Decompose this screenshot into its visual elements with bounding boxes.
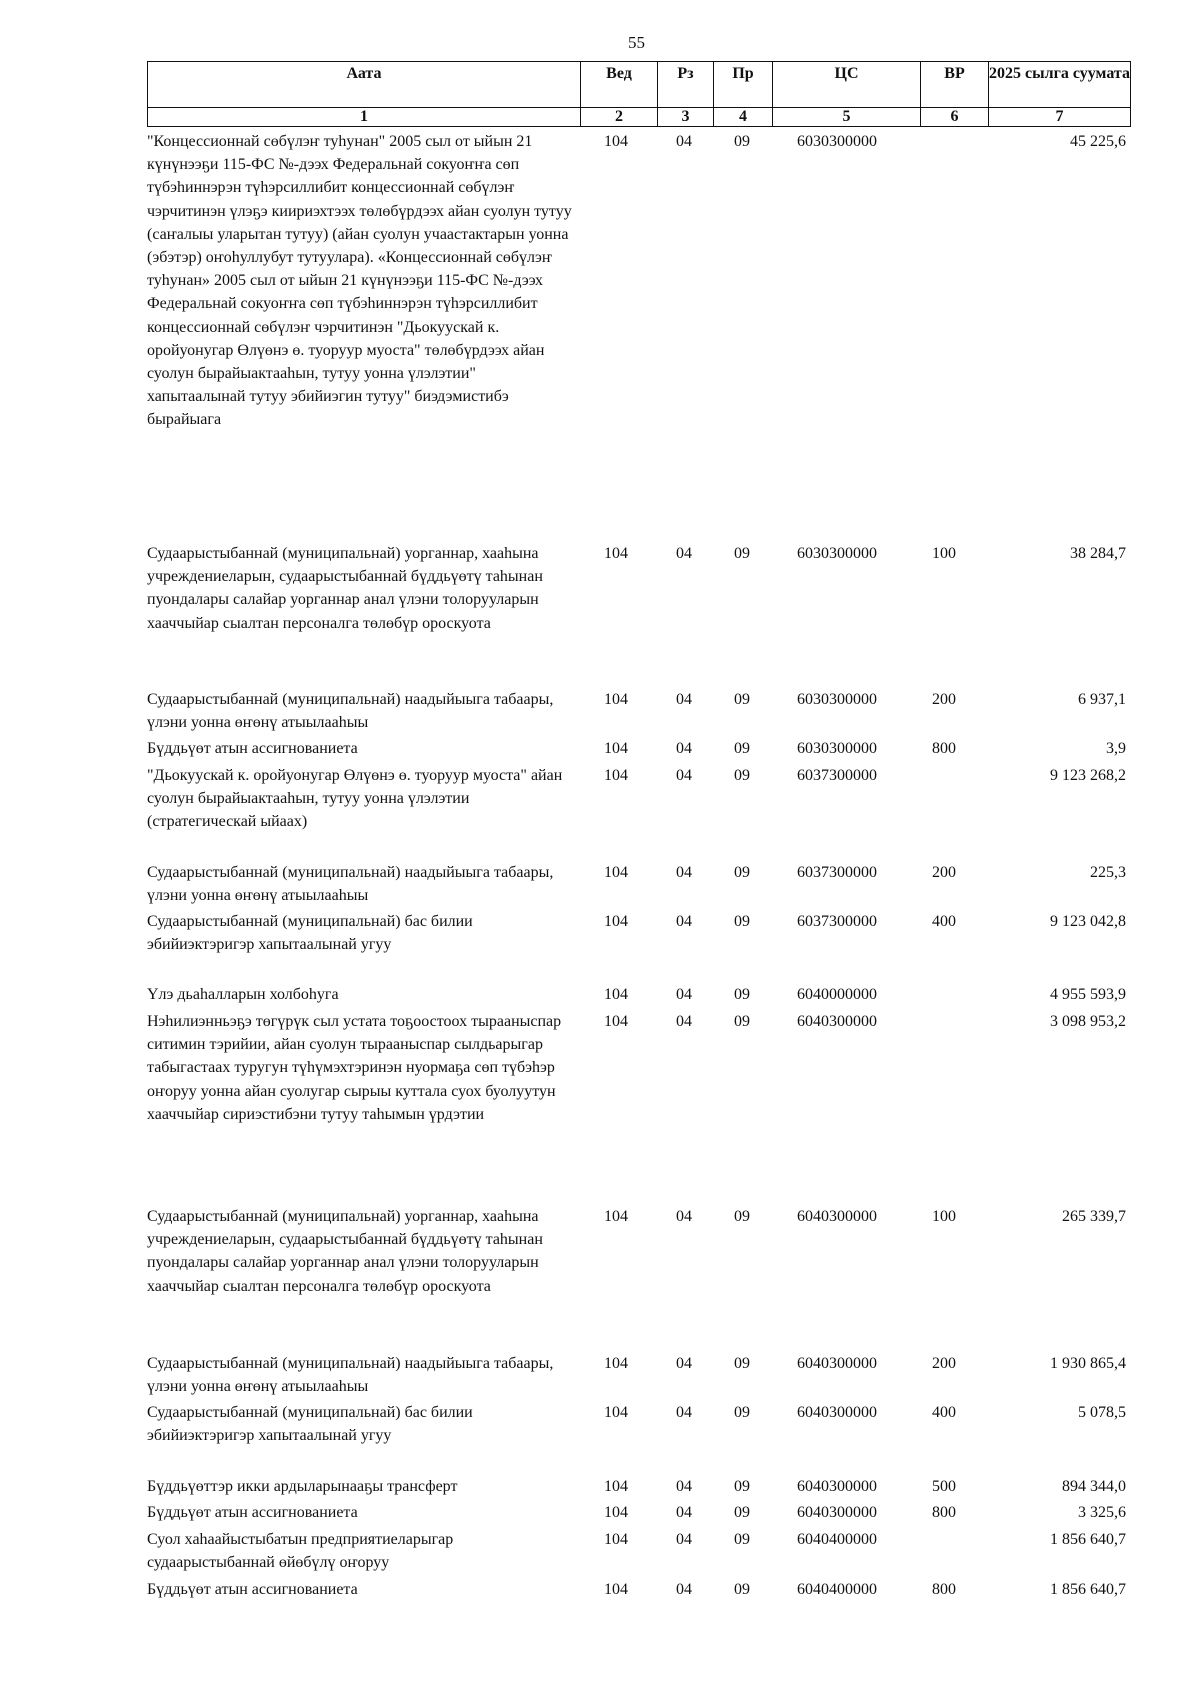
row-ved: 104 — [604, 1404, 628, 1421]
row-cs: 6040000000 — [797, 986, 877, 1003]
row-ved: 104 — [604, 545, 628, 562]
row-cs: 6037300000 — [797, 864, 877, 881]
row-rz: 04 — [676, 545, 692, 562]
row-ved: 104 — [604, 1581, 628, 1598]
row-rz: 04 — [676, 740, 692, 757]
row-cs: 6040400000 — [797, 1581, 877, 1598]
row-pr: 09 — [734, 1504, 750, 1521]
col-header-sum: 2025 сылга суумата — [989, 62, 1131, 108]
row-pr: 09 — [734, 691, 750, 708]
row-name: Нэһилиэнньэҕэ төгүрүк сыл устата тоҕоостоох тырааныспар ситимин тэрийии, айан суолун тырааныспар сылдьарыгар табыгастаах туругун түһүмэхтэринэн нуормаҕа сөп түбэһэр оҥоруу уонна айан суолугар сырыы куттала суох буолуутун хааччыйар сириэстибэни тутуу таһымын үрдэтии — [147, 1013, 562, 1123]
row-cs: 6040300000 — [797, 1208, 877, 1225]
row-name: "Концессионнай сөбүлэҥ туһунан" 2005 сыл от ыйын 21 күнүнээҕи 115-ФС №-дээх Федеральнай сокуоҥҥа сөп түбэһиннэрэн түһэрсиллибит концессионнай сөбүлэҥ чэрчитинэн үлэҕэ киириэхтээх төлөбүрдээх айан суолун тутуу (саҥалыы уларытан тутуу) (айан суолун учаастактарын уонна (эбэтэр) оҥоһуллубут тутуулара). «Концессионнай сөбүлэҥ туһунан» 2005 сыл от ыйын 21 күнүнээҕи 115-ФС №-дээх Федеральнай сокуоҥҥа сөп түбэһиннэрэн түһэрсиллибит концессионнай сөбүлэҥ чэрчитинэн "Дьокуускай к. оройуонугар Өлүөнэ ө. туоруур муоста" төлөбүрдээх айан суолун бырайыактааһын, тутуу уонна үлэлэтии" хапытаалынай тутуу эбийиэгин тутуу" биэдэмистибэ бырайыага — [147, 133, 572, 429]
col-number-1: 1 — [148, 108, 581, 127]
row-pr: 09 — [734, 767, 750, 784]
row-ved: 104 — [604, 1531, 628, 1548]
row-vr: 200 — [932, 864, 956, 881]
row-name: Бүддьүөттэр икки ардыларынааҕы трансферт — [147, 1478, 458, 1495]
row-name: Бүддьүөт атын ассигнованиета — [147, 1504, 358, 1521]
row-pr: 09 — [734, 864, 750, 881]
row-cs: 6030300000 — [797, 545, 877, 562]
row-sum: 3 325,6 — [1078, 1504, 1126, 1521]
col-number-7: 7 — [989, 108, 1131, 127]
col-header-cs: ЦС — [773, 62, 921, 108]
row-vr: 500 — [932, 1478, 956, 1495]
row-vr: 400 — [932, 913, 956, 930]
row-ved: 104 — [604, 1013, 628, 1030]
row-ved: 104 — [604, 1478, 628, 1495]
row-pr: 09 — [734, 1581, 750, 1598]
row-vr: 200 — [932, 1355, 956, 1372]
row-pr: 09 — [734, 545, 750, 562]
row-ved: 104 — [604, 133, 628, 150]
row-cs: 6030300000 — [797, 133, 877, 150]
row-sum: 265 339,7 — [1062, 1208, 1126, 1225]
row-pr: 09 — [734, 913, 750, 930]
row-cs: 6037300000 — [797, 913, 877, 930]
row-rz: 04 — [676, 133, 692, 150]
row-ved: 104 — [604, 691, 628, 708]
col-header-vr: ВР — [921, 62, 989, 108]
col-header-pr: Пр — [714, 62, 773, 108]
row-rz: 04 — [676, 986, 692, 1003]
row-vr: 800 — [932, 740, 956, 757]
row-vr: 800 — [932, 1581, 956, 1598]
row-cs: 6040300000 — [797, 1355, 877, 1372]
row-ved: 104 — [604, 1355, 628, 1372]
row-sum: 38 284,7 — [1070, 545, 1126, 562]
row-cs: 6030300000 — [797, 740, 877, 757]
row-name: Суол хаһаайыстыбатын предприятиеларыгар судаарыстыбаннай өйөбүлү оҥоруу — [147, 1531, 454, 1572]
col-number-4: 4 — [714, 108, 773, 127]
col-number-5: 5 — [773, 108, 921, 127]
budget-table-header — [147, 61, 1131, 127]
row-sum: 9 123 042,8 — [1050, 913, 1126, 930]
col-header-name: Аата — [148, 62, 581, 108]
row-name: Судаарыстыбаннай (муниципальнай) уорганнар, хааһына учреждениеларын, судаарыстыбаннай бүддьүөтү таһынан пуондалары салайар уорганнар анал үлэни толорууларын хааччыйар сыалтан персоналга төлөбүр ороскуота — [147, 1208, 543, 1295]
row-vr: 100 — [932, 1208, 956, 1225]
row-sum: 5 078,5 — [1078, 1404, 1126, 1421]
row-pr: 09 — [734, 1355, 750, 1372]
row-rz: 04 — [676, 767, 692, 784]
row-cs: 6040300000 — [797, 1013, 877, 1030]
row-sum: 45 225,6 — [1070, 133, 1126, 150]
row-rz: 04 — [676, 1531, 692, 1548]
row-rz: 04 — [676, 1504, 692, 1521]
row-name: Судаарыстыбаннай (муниципальнай) уорганнар, хааһына учреждениеларын, судаарыстыбаннай бүддьүөтү таһынан пуондалары салайар уорганнар анал үлэни толорууларын хааччыйар сыалтан персоналга төлөбүр ороскуота — [147, 545, 543, 632]
row-ved: 104 — [604, 767, 628, 784]
row-rz: 04 — [676, 1208, 692, 1225]
row-name: Судаарыстыбаннай (муниципальнай) наадыйыыга табаары, үлэни уонна өҥөнү атыылааһыы — [147, 691, 554, 732]
col-number-3: 3 — [658, 108, 714, 127]
row-pr: 09 — [734, 1208, 750, 1225]
row-name: "Дьокуускай к. оройуонугар Өлүөнэ ө. туоруур муоста" айан суолун бырайыактааһын, тутуу уонна үлэлэтии (стратегическай ыйаах) — [147, 767, 563, 831]
row-pr: 09 — [734, 133, 750, 150]
row-rz: 04 — [676, 1013, 692, 1030]
col-header-rz: Рз — [658, 62, 714, 108]
row-name: Судаарыстыбаннай (муниципальнай) наадыйыыга табаары, үлэни уонна өҥөнү атыылааһыы — [147, 1355, 554, 1396]
row-vr: 200 — [932, 691, 956, 708]
row-name: Бүддьүөт атын ассигнованиета — [147, 1581, 358, 1598]
row-sum: 1 930 865,4 — [1050, 1355, 1126, 1372]
row-name: Үлэ дьаһалларын холбоһуга — [147, 986, 339, 1003]
row-sum: 4 955 593,9 — [1050, 986, 1126, 1003]
row-cs: 6037300000 — [797, 767, 877, 784]
row-pr: 09 — [734, 1013, 750, 1030]
row-name: Бүддьүөт атын ассигнованиета — [147, 740, 358, 757]
row-sum: 6 937,1 — [1078, 691, 1126, 708]
row-name: Судаарыстыбаннай (муниципальнай) бас билии эбийиэктэригэр хапытаалынай угуу — [147, 1404, 473, 1445]
header-title-row — [148, 62, 1131, 108]
row-pr: 09 — [734, 1478, 750, 1495]
col-number-6: 6 — [921, 108, 989, 127]
row-rz: 04 — [676, 691, 692, 708]
row-pr: 09 — [734, 1531, 750, 1548]
row-rz: 04 — [676, 1355, 692, 1372]
row-pr: 09 — [734, 1404, 750, 1421]
col-number-2: 2 — [581, 108, 658, 127]
col-header-ved: Вед — [581, 62, 658, 108]
row-rz: 04 — [676, 913, 692, 930]
row-ved: 104 — [604, 913, 628, 930]
row-ved: 104 — [604, 864, 628, 881]
row-sum: 894 344,0 — [1062, 1478, 1126, 1495]
row-rz: 04 — [676, 1581, 692, 1598]
row-vr: 800 — [932, 1504, 956, 1521]
row-pr: 09 — [734, 740, 750, 757]
page-number: 55 — [628, 33, 645, 52]
row-cs: 6040400000 — [797, 1531, 877, 1548]
row-ved: 104 — [604, 740, 628, 757]
row-ved: 104 — [604, 1504, 628, 1521]
row-sum: 3,9 — [1106, 740, 1126, 757]
row-ved: 104 — [604, 986, 628, 1003]
row-rz: 04 — [676, 1478, 692, 1495]
row-cs: 6040300000 — [797, 1404, 877, 1421]
row-sum: 225,3 — [1090, 864, 1126, 881]
row-name: Судаарыстыбаннай (муниципальнай) наадыйыыга табаары, үлэни уонна өҥөнү атыылааһыы — [147, 864, 554, 905]
row-cs: 6040300000 — [797, 1478, 877, 1495]
row-ved: 104 — [604, 1208, 628, 1225]
row-cs: 6030300000 — [797, 691, 877, 708]
header-number-row — [148, 108, 1131, 127]
row-pr: 09 — [734, 986, 750, 1003]
row-rz: 04 — [676, 1404, 692, 1421]
row-cs: 6040300000 — [797, 1504, 877, 1521]
row-sum: 1 856 640,7 — [1050, 1581, 1126, 1598]
row-sum: 3 098 953,2 — [1050, 1013, 1126, 1030]
row-sum: 9 123 268,2 — [1050, 767, 1126, 784]
row-name: Судаарыстыбаннай (муниципальнай) бас билии эбийиэктэригэр хапытаалынай угуу — [147, 913, 473, 954]
row-vr: 100 — [932, 545, 956, 562]
row-vr: 400 — [932, 1404, 956, 1421]
row-rz: 04 — [676, 864, 692, 881]
row-sum: 1 856 640,7 — [1050, 1531, 1126, 1548]
